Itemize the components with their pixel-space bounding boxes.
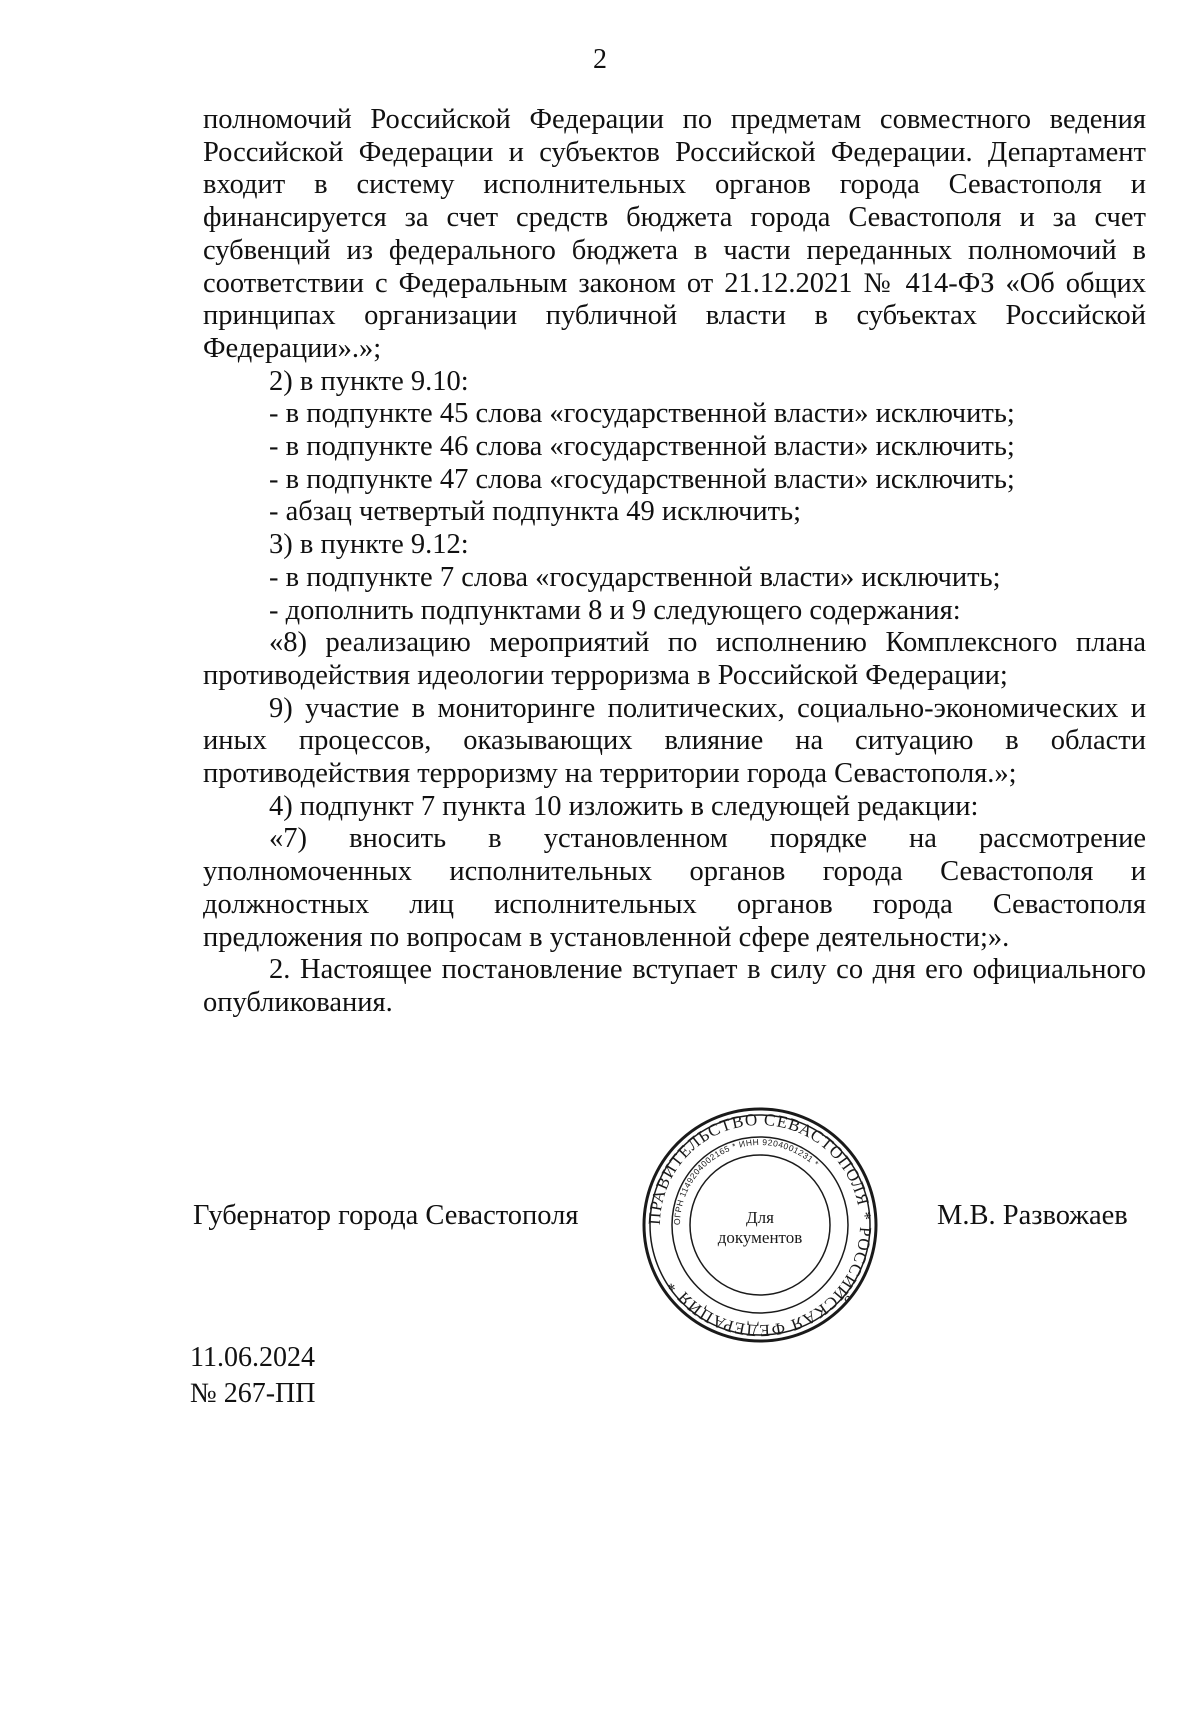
page-number: 2 [593, 44, 607, 75]
paragraph: - абзац четвертый подпункта 49 исключить; [269, 496, 802, 528]
seal-inner-text: ОГРН 1149204002165 * ИНН 9204001231 * [671, 1136, 821, 1226]
paragraph: 3) в пункте 9.12: [269, 529, 469, 561]
seal-outer-text: ПРАВИТЕЛЬСТВО СЕВАСТОПОЛЯ * РОССИЙСКАЯ ФЕДЕРАЦИЯ * [644, 1109, 876, 1341]
paragraph: - в подпункте 46 слова «государственной власти» исключить; [269, 431, 1015, 463]
document-date-block [190, 1340, 315, 1412]
paragraph: 2) в пункте 9.10: [269, 365, 469, 397]
document-number: № 267-ПП [190, 1378, 316, 1409]
paragraph: 4) подпункт 7 пункта 10 изложить в следующей редакции: [269, 790, 979, 822]
document-body [203, 104, 1146, 1020]
signature-block [0, 1200, 1200, 1260]
signatory-name: М.В. Развожаев [937, 1200, 1128, 1231]
seal-center-line2: документов [717, 1228, 803, 1247]
signatory-position: Губернатор города Севастополя [193, 1200, 579, 1231]
paragraph: 2. Настоящее постановление вступает в силу со дня его официального опубликования. [203, 954, 1146, 1018]
document-date: 11.06.2024 [190, 1342, 315, 1373]
paragraph: «7) вносить в установленном порядке на рассмотрение уполномоченных исполнительных органов города Севастополя и должностных лиц исполнительных органов города Севастополя предложения по вопросам в установленной сфере деятельности;». [203, 823, 1146, 953]
paragraph: 9) участие в мониторинге политических, социально-экономических и иных процессов, оказывающих влияние на ситуацию в области противодействия терроризму на территории города Севастополя.»; [203, 692, 1146, 790]
official-seal [640, 1105, 880, 1345]
paragraph: - дополнить подпунктами 8 и 9 следующего содержания: [269, 594, 961, 626]
paragraph: - в подпункте 47 слова «государственной власти» исключить; [269, 463, 1015, 495]
seal-center-line1: Для [746, 1208, 774, 1227]
paragraph: «8) реализацию мероприятий по исполнению Комплексного плана противодействия идеологии терроризма в Российской Федерации; [203, 627, 1146, 691]
paragraph: - в подпункте 7 слова «государственной власти» исключить; [269, 561, 1001, 593]
paragraph: - в подпункте 45 слова «государственной власти» исключить; [269, 398, 1015, 430]
paragraph: полномочий Российской Федерации по предметам совместного ведения Российской Федерации и субъектов Российской Федерации. Департамент входит в систему исполнительных органов города Севастополя и финансируется за счет средств бюджета города Севастополя и за счет субвенций из федерального бюджета в части переданных полномочий в соответствии с Федеральным законом от 21.12.2021 № 414-ФЗ «Об общих принципах организации публичной власти в субъектах Российской Федерации».»; [203, 104, 1146, 364]
